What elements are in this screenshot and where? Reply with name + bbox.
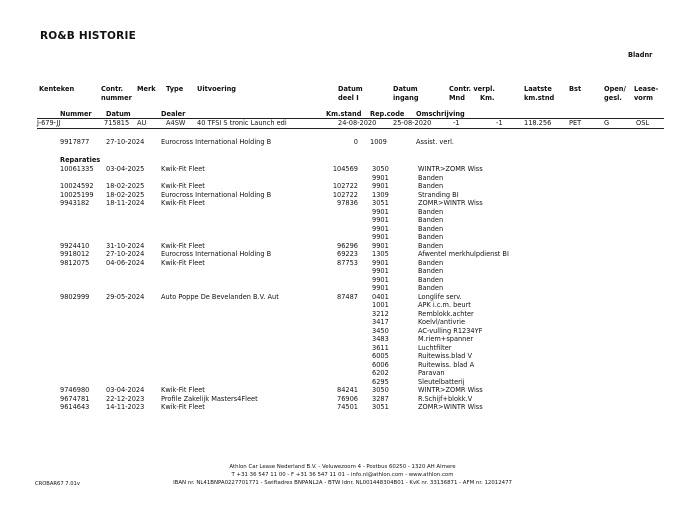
subheader-dealer: Dealer (161, 110, 186, 118)
header-laatste: Laatste (524, 85, 552, 93)
repair-code: 1305 (372, 250, 389, 258)
repair-dealer: Eurocross International Holding B (161, 190, 272, 199)
page-number-label: Bladnr (628, 51, 653, 59)
repair-omschrijving: ZOMR>WINTR Wiss (418, 403, 483, 411)
repair-code: 6005 (372, 352, 389, 360)
repair-dealer: Kwik-Fit Fleet (161, 403, 205, 411)
repair-omschrijving: Banden (418, 216, 444, 224)
assist-km: 0 (353, 138, 358, 146)
repair-omschrijving: Banden (418, 258, 444, 267)
header-type: Type (166, 85, 184, 93)
repair-code: 1001 (372, 301, 389, 309)
repair-code: 0401 (372, 292, 389, 301)
repair-km: 96296 (337, 241, 358, 250)
vehicle-merk: AU (137, 119, 147, 127)
vehicle-open: G (604, 119, 610, 127)
repair-omschrijving: Banden (418, 284, 444, 292)
header-uitvoering: Uitvoering (197, 85, 236, 93)
subheader-datum: Datum (106, 110, 131, 118)
repair-datum: 22-12-2023 (106, 394, 145, 403)
subheader-nummer: Nummer (60, 110, 92, 118)
vehicle-rule (37, 128, 664, 129)
repair-nummer: 9802999 (60, 292, 90, 301)
repair-km: 97836 (337, 199, 358, 207)
repair-datum: 18-11-2024 (106, 199, 145, 207)
repair-code: 3050 (372, 165, 389, 173)
repair-code: 6295 (372, 377, 389, 386)
vehicle-kenteken: J-679-JJ (37, 119, 61, 127)
repair-code: 9901 (372, 258, 389, 267)
footer-registration: IBAN nr. NL41BNPA0227701771 - Swiftadres BNPANL2A - BTW Idnr. NL001448304B01 - KvK nr. 33136871 - AFM nr. 12012477 (173, 480, 512, 486)
header-contr: Contr. (101, 85, 124, 93)
repair-datum: 03-04-2025 (106, 165, 145, 173)
repair-code: 6202 (372, 369, 389, 377)
repair-datum: 14-11-2023 (106, 403, 145, 411)
repair-code: 9901 (372, 267, 389, 275)
repair-code: 9901 (372, 275, 389, 284)
assist-datum: 27-10-2024 (106, 138, 145, 146)
repair-omschrijving: Remblokk.achter (418, 309, 474, 318)
header-contr-verpl: Contr. verpl. (449, 85, 495, 93)
repair-dealer: Kwik-Fit Fleet (161, 241, 205, 250)
repair-omschrijving: Sleutelbatterij (418, 377, 465, 386)
repair-km: 104569 (332, 165, 358, 173)
repair-omschrijving: Banden (418, 233, 444, 241)
reparaties-label: Reparaties (60, 156, 101, 164)
subheader-omschrijving: Omschrijving (416, 110, 465, 118)
repair-km: 87487 (337, 292, 358, 301)
repair-nummer: 10025199 (60, 190, 94, 199)
repair-dealer: Kwik-Fit Fleet (161, 199, 205, 207)
repair-dealer: Kwik-Fit Fleet (161, 165, 205, 173)
header-open: Open/ (604, 85, 626, 93)
repair-omschrijving: Banden (418, 224, 444, 233)
footer-contact: T +31 36 547 11 00 - F +31 36 547 11 01 – info.nl@athlon.com - www.athlon.com (231, 472, 454, 478)
repair-datum: 29-05-2024 (106, 292, 145, 301)
vehicle-bst: PET (569, 119, 582, 127)
repair-omschrijving: Stranding BI (418, 190, 459, 199)
header-vorm: vorm (634, 94, 653, 102)
repair-code: 3050 (372, 386, 389, 394)
header-merk: Merk (137, 85, 156, 93)
vehicle-datum-deel: 24-08-2020 (338, 119, 377, 127)
repair-omschrijving: Banden (418, 173, 444, 182)
vehicle-mnd: -1 (453, 119, 460, 127)
footer-address: Athlon Car Lease Nederland B.V. - Veluwezoom 4 - Postbus 60250 - 1320 AH Almere (229, 464, 456, 470)
header-datum-deel: Datum (338, 85, 363, 93)
header-km: Km. (480, 94, 495, 102)
header-deel-i: deel I (338, 94, 359, 102)
repair-omschrijving: Banden (418, 182, 444, 190)
header-mnd: Mnd (449, 94, 465, 102)
page-title: RO&B HISTORIE (40, 30, 136, 42)
repair-omschrijving: WINTR>ZOMR Wiss (418, 165, 483, 173)
repair-datum: 04-06-2024 (106, 258, 145, 267)
repair-nummer: 9812075 (60, 258, 90, 267)
vehicle-type: A4SW (166, 119, 186, 127)
repair-omschrijving: Banden (418, 267, 444, 275)
vehicle-uitvoering: 40 TFSI S tronic Launch edi (197, 119, 287, 127)
repair-code: 3051 (372, 403, 389, 411)
repair-code: 1309 (372, 190, 389, 199)
repair-km: 74501 (337, 403, 358, 411)
repair-code: 3611 (372, 343, 389, 352)
vehicle-contract: 715815 (104, 119, 130, 127)
assist-dealer: Eurocross International Holding B (161, 138, 272, 146)
repair-omschrijving: ZOMR>WINTR Wiss (418, 199, 483, 207)
repair-omschrijving: APK i.c.m. beurt (418, 301, 471, 309)
repair-nummer: 10061335 (60, 165, 94, 173)
repair-code: 9901 (372, 233, 389, 241)
repair-code: 9901 (372, 173, 389, 182)
repair-omschrijving: Ruitewiss. blad A (418, 360, 475, 369)
assist-nummer: 9917877 (60, 138, 90, 146)
repair-nummer: 9674781 (60, 394, 90, 403)
version-label: CROBAR67 7.01v (35, 481, 80, 487)
header-lease: Lease- (634, 85, 659, 93)
repair-datum: 03-04-2024 (106, 386, 145, 394)
repair-km: 76906 (337, 394, 358, 403)
repair-km: 102722 (332, 190, 358, 199)
repair-nummer: 10024592 (60, 182, 94, 190)
repair-omschrijving: Afwentel merkhulpdienst BI (418, 250, 509, 258)
assist-omschrijving: Assist. verl. (416, 138, 455, 146)
repair-omschrijving: Banden (418, 275, 444, 284)
header-ingang: ingang (393, 94, 419, 102)
repair-omschrijving: Longlife serv. (418, 292, 462, 301)
subheader-kmstand: Km.stand (326, 110, 362, 118)
repair-nummer: 9746980 (60, 386, 90, 394)
repair-nummer: 9918012 (60, 250, 90, 258)
repair-omschrijving: M.riem+spanner (418, 335, 474, 343)
header-datum-ingang: Datum (393, 85, 418, 93)
assist-code: 1009 (370, 138, 387, 146)
repair-km: 87753 (337, 258, 358, 267)
repair-omschrijving: Banden (418, 241, 444, 250)
repair-omschrijving: WINTR>ZOMR Wiss (418, 386, 483, 394)
repair-datum: 27-10-2024 (106, 250, 145, 258)
repair-code: 6006 (372, 360, 389, 369)
repair-omschrijving: AC-vulling R1234YF (418, 326, 483, 335)
header-kenteken: Kenteken (39, 85, 75, 93)
subheader-repcode: Rep.code (370, 110, 405, 118)
repair-km: 69223 (337, 250, 358, 258)
repair-nummer: 9943182 (60, 199, 90, 207)
repair-omschrijving: R.Schijf+blokk.V (418, 394, 473, 403)
repair-datum: 31-10-2024 (106, 241, 145, 250)
repair-omschrijving: Banden (418, 207, 444, 216)
repair-omschrijving: Koelvl/antivrie (418, 318, 466, 326)
repair-omschrijving: Paravan (418, 369, 445, 377)
repair-code: 9901 (372, 182, 389, 190)
repair-code: 9901 (372, 216, 389, 224)
repair-dealer: Eurocross International Holding B (161, 250, 272, 258)
repair-datum: 18-02-2025 (106, 182, 145, 190)
repair-nummer: 9924410 (60, 241, 90, 250)
repair-datum: 18-02-2025 (106, 190, 145, 199)
vehicle-lease: OSL (636, 119, 650, 127)
repair-code: 3287 (372, 394, 389, 403)
header-gesl: gesl. (604, 94, 622, 102)
vehicle-datum-ingang: 25-08-2020 (393, 119, 432, 127)
header-kmstnd: km.stnd (524, 94, 555, 102)
repair-code: 3417 (372, 318, 389, 326)
vehicle-laatste-km: 118.256 (524, 119, 552, 127)
repair-dealer: Kwik-Fit Fleet (161, 182, 205, 190)
repair-km: 84241 (337, 386, 358, 394)
repair-code: 3212 (372, 309, 389, 318)
repair-omschrijving: Ruitewiss.blad V (418, 352, 472, 360)
repair-km: 102722 (332, 182, 358, 190)
repair-code: 9901 (372, 224, 389, 233)
repair-dealer: Kwik-Fit Fleet (161, 386, 205, 394)
header-nummer: nummer (101, 94, 132, 102)
repair-dealer: Profile Zakelijk Masters4Fleet (161, 394, 258, 403)
repair-code: 9901 (372, 284, 389, 292)
repair-code: 9901 (372, 207, 389, 216)
repair-omschrijving: Luchtfilter (418, 343, 452, 352)
repair-code: 3450 (372, 326, 389, 335)
repair-code: 9901 (372, 241, 389, 250)
repair-dealer: Auto Poppe De Bevelanden B.V. Aut (161, 292, 279, 301)
repair-code: 3051 (372, 199, 389, 207)
vehicle-km: -1 (496, 119, 503, 127)
repair-code: 3483 (372, 335, 389, 343)
header-bst: Bst (569, 85, 582, 93)
repair-nummer: 9614643 (60, 403, 90, 411)
repair-dealer: Kwik-Fit Fleet (161, 258, 205, 267)
